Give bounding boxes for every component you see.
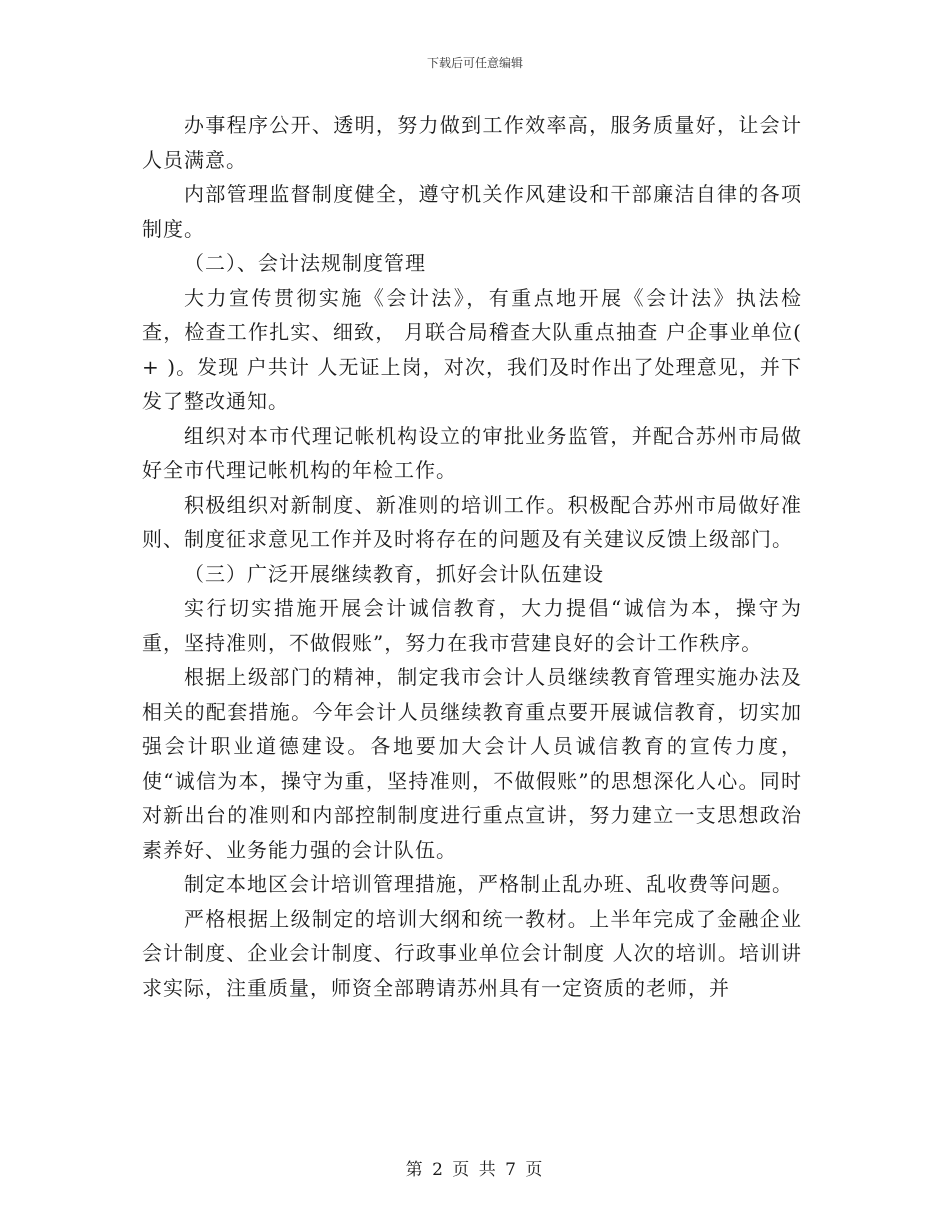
document-body	[142, 108, 802, 1005]
section-heading: （二）、会计法规制度管理	[184, 251, 426, 275]
body-paragraph: 大力宣传贯彻实施《会计法》，有重点地开展《会计法》执法检查，检查工作扎实、细致， 月联合局稽查大队重点抽查 户企事业单位( + )。发现 户共计 人无证上岗，对次，我们及时作出了处理意见，并下发了整改通知。	[142, 285, 802, 413]
body-paragraph: 制定本地区会计培训管理措施，严格制止乱办班、乱收费等问题。	[184, 872, 793, 896]
body-paragraph: 组织对本市代理记帐机构设立的审批业务监管，并配合苏州市局做好全市代理记帐机构的年检工作。	[142, 423, 802, 482]
body-paragraph: 根据上级部门的精神，制定我市会计人员继续教育管理实施办法及相关的配套措施。今年会计人员继续教育重点要开展诚信教育，切实加强会计职业道德建设。各地要加大会计人员诚信教育的宣传力度，使“诚信为本，操守为重，坚持准则，不做假账”的思想深化人心。同时对新出台的准则和内部控制制度进行重点宣讲，努力建立一支思想政治素养好、业务能力强的会计队伍。	[142, 665, 802, 862]
body-paragraph: 严格根据上级制定的培训大纲和统一教材。上半年完成了金融企业会计制度、企业会计制度、行政事业单位会计制度 人次的培训。培训讲求实际，注重质量，师资全部聘请苏州具有一定资质的老师，并	[142, 906, 802, 1000]
body-paragraph: 积极组织对新制度、新准则的培训工作。积极配合苏州市局做好准则、制度征求意见工作并及时将存在的问题及有关建议反馈上级部门。	[142, 492, 802, 551]
body-paragraph: 内部管理监督制度健全，遵守机关作风建设和干部廉洁自律的各项制度。	[142, 182, 802, 241]
body-paragraph: 办事程序公开、透明，努力做到工作效率高，服务质量好，让会计人员满意。	[142, 113, 802, 172]
body-paragraph: 实行切实措施开展会计诚信教育，大力提倡“诚信为本，操守为重，坚持准则，不做假账”，努力在我市营建良好的会计工作秩序。	[142, 596, 802, 655]
page-header-note: 下载后可任意编辑	[426, 56, 523, 70]
section-heading: （三）广泛开展继续教育，抓好会计队伍建设	[184, 561, 604, 586]
page-number-footer: 第 2 页 共 7 页	[405, 1160, 545, 1180]
